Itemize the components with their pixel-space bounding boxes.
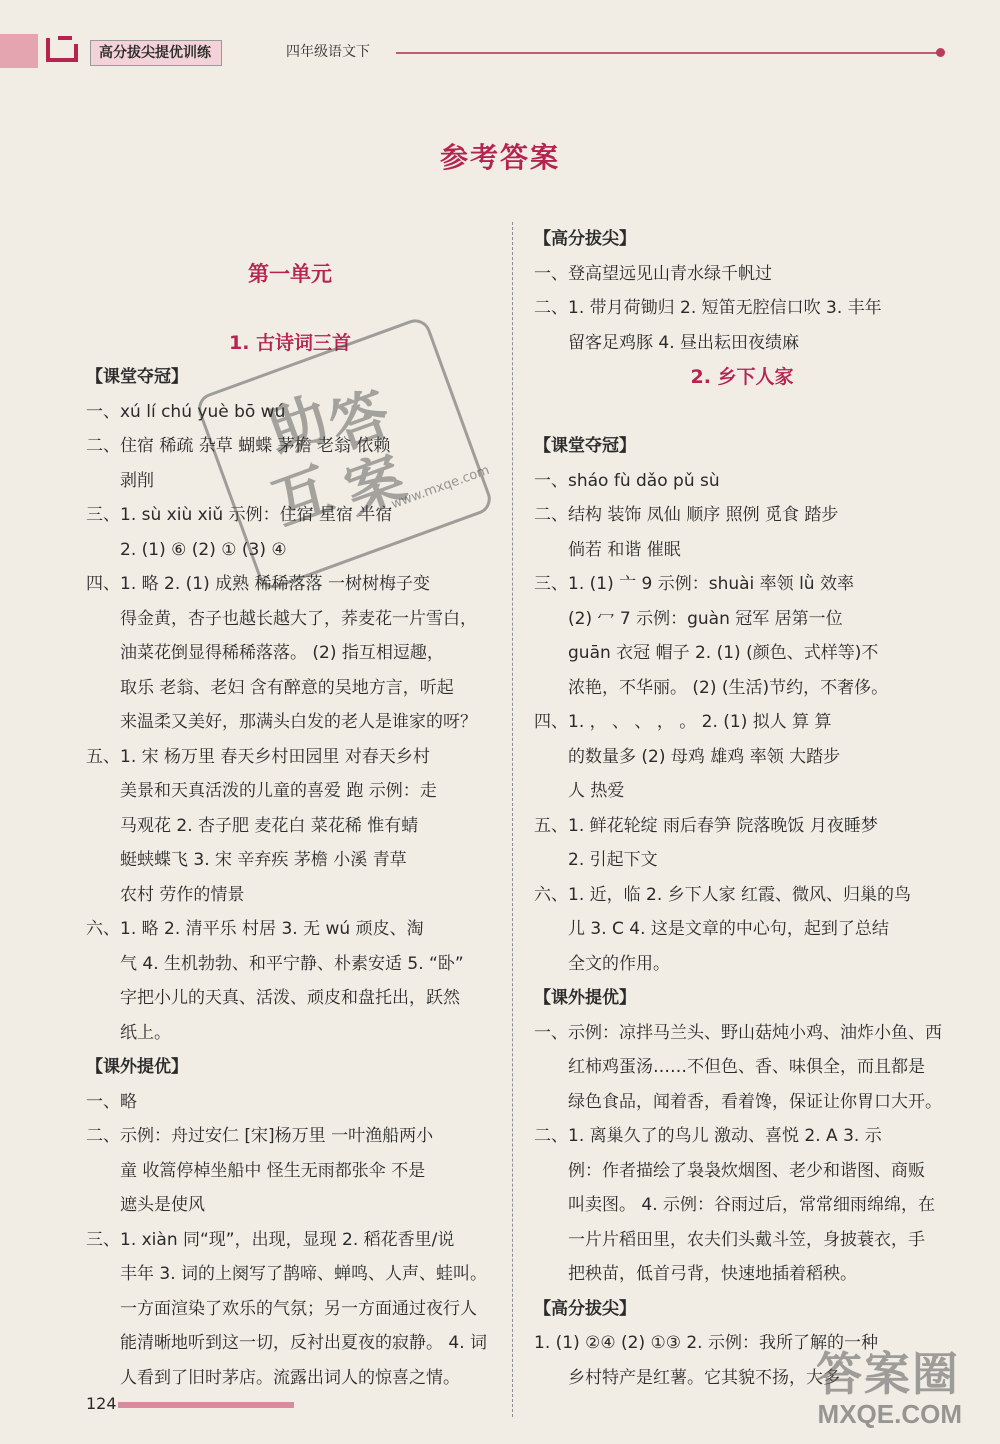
answer-line: 人 热爱 (568, 781, 625, 801)
answer-line: 例：作者描绘了袅袅炊烟图、老少和谐图、商贩 (568, 1160, 925, 1181)
watermark-title: 答案圈 (816, 1347, 960, 1401)
page-title: 参考答案 (439, 141, 560, 174)
section-tag: 【课外提优】 (534, 988, 636, 1008)
answer-line: 一、略 (86, 1091, 137, 1112)
answer-line: 能清晰地听到这一切，反衬出夏夜的寂静。 4. 词 (120, 1333, 488, 1353)
spacer (534, 395, 950, 430)
lesson-heading: 1. 古诗词三首 (228, 331, 352, 354)
answer-line: 马观花 2. 杏子肥 麦花白 菜花稀 惟有蜻 (120, 815, 419, 836)
answer-line: 字把小儿的天真、活泼、顽皮和盘托出，跃然 (120, 988, 460, 1008)
section-tag: 【高分拔尖】 (534, 229, 636, 249)
answer-line: 叫卖图。 4. 示例：谷雨过后，常常细雨绵绵，在 (568, 1195, 936, 1215)
answer-line: 一、sháo fù dǎo pǔ sù (534, 470, 720, 491)
answer-line: 浓艳，不华丽。 (2) (生活)节约，不奢侈。 (568, 677, 889, 698)
spacer (86, 222, 494, 257)
answer-line: 的数量多 (2) 母鸡 雄鸡 率领 大踏步 (568, 746, 841, 767)
answer-line: 一片片稻田里，农夫们头戴斗笠，身披蓑衣，手 (568, 1229, 925, 1250)
answer-line: 2. 引起下文 (568, 850, 658, 870)
header-color-block (0, 34, 38, 68)
section-tag: 【课外提优】 (86, 1057, 188, 1077)
answer-line: 红柿鸡蛋汤……不但色、香、味俱全，而且都是 (568, 1057, 925, 1077)
answer-line: 童 收篙停棹坐船中 怪生无雨都张伞 不是 (120, 1160, 426, 1181)
answer-line: 气 4. 生机勃勃、和平宁静、朴素安适 5. “卧” (120, 953, 464, 974)
watermark-url: MXQE.COM (817, 1399, 962, 1429)
answer-line: 一、示例：凉拌马兰头、野山菇炖小鸡、油炸小鱼、西 (534, 1022, 942, 1043)
answer-line: 一、登高望远见山青水绿千帆过 (534, 263, 772, 284)
stamp-char-3: 答 (321, 378, 399, 463)
stamp-char-2: 助 (259, 384, 338, 468)
footer-bar (118, 1402, 294, 1408)
answer-line: 人看到了旧时茅店。流露出词人的惊喜之情。 (120, 1367, 460, 1388)
answer-line: 儿 3. C 4. 这是文章的中心句，起到了总结 (568, 919, 889, 939)
answer-line: 乡村特产是红薯。它其貌不扬，大多 (568, 1367, 840, 1388)
answer-line: 五、1. 宋 杨万里 春天乡村田园里 对春天乡村 (86, 746, 430, 767)
answer-line: 六、1. 略 2. 清平乐 村居 3. 无 wú 顽皮、淘 (86, 919, 424, 939)
answer-line: 三、1. sù xiù xiǔ 示例：住宿 星宿 半宿 (86, 505, 393, 525)
stamp-char-4: 案 (336, 443, 414, 528)
answer-line: 油菜花倒显得稀稀落落。 (2) 指互相逗趣， (120, 643, 444, 663)
answer-line: 剥削 (120, 470, 154, 491)
answer-line: 绿色食品，闻着香，看着馋，保证让你胃口大开。 (568, 1091, 942, 1112)
left-column (86, 222, 494, 1395)
answer-line: 遮头是使风 (120, 1195, 205, 1215)
answer-line: 蜓蛱蝶飞 3. 宋 辛弃疾 茅檐 小溪 青草 (120, 850, 407, 870)
unit-heading: 第一单元 (248, 261, 332, 286)
answer-line: 六、1. 近，临 2. 乡下人家 红霞、微风、归巢的鸟 (534, 884, 912, 905)
answer-line: 二、住宿 稀疏 杂草 蝴蝶 茅檐 老翁 依赖 (86, 436, 391, 456)
answer-line: 四、1. ， 、 、 ， 。 2. (1) 拟人 算 算 (534, 712, 832, 732)
answer-line: 四、1. 略 2. (1) 成熟 稀稀落落 一树树梅子变 (86, 574, 430, 594)
answer-line: 丰年 3. 词的上阕写了鹊啼、蝉鸣、人声、蛙叫。 (120, 1264, 488, 1284)
answer-line: 留客足鸡豚 4. 昼出耘田夜绩麻 (568, 332, 800, 353)
answer-line: 倘若 和谐 催眠 (568, 539, 681, 560)
right-column (534, 222, 950, 1395)
column-divider (512, 222, 513, 1417)
answer-line: 农村 劳作的情景 (120, 884, 245, 905)
answer-line: 纸上。 (120, 1022, 171, 1043)
answer-line: 把秧苗，低首弓背，快速地插着稻秧。 (568, 1264, 857, 1284)
section-tag: 【课堂夺冠】 (86, 367, 188, 387)
section-tag: 【课堂夺冠】 (534, 436, 636, 456)
lesson-heading: 2. 乡下人家 (690, 366, 794, 388)
answer-line: 美景和天真活泼的儿童的喜爱 跑 示例：走 (120, 781, 437, 801)
grade-subject: 四年级语文下 (286, 44, 370, 60)
page-number: 124 (86, 1394, 117, 1413)
answer-line: 一方面渲染了欢乐的气氛；另一方面通过夜行人 (120, 1298, 477, 1319)
stamp-url: www.mxqe.com (389, 462, 492, 513)
series-title: 高分拔尖提优训练 (90, 40, 222, 66)
section-tag: 【高分拔尖】 (534, 1298, 636, 1319)
header-rule (396, 52, 940, 54)
answer-line: 2. (1) ⑥ (2) ① (3) ④ (120, 539, 287, 560)
answer-line: (2) 冖 7 示例：guàn 冠军 居第一位 (568, 608, 843, 629)
answer-line: 二、示例：舟过安仁 [宋]杨万里 一叶渔船两小 (86, 1126, 434, 1146)
answer-line: 二、1. 带月荷锄归 2. 短笛无腔信口吹 3. 丰年 (534, 298, 882, 318)
book-logo-icon (44, 34, 80, 64)
answer-line: 全文的作用。 (568, 953, 670, 974)
answer-line: 二、1. 离巢久了的鸟儿 激动、喜悦 2. A 3. 示 (534, 1126, 882, 1146)
answer-line: 取乐 老翁、老妇 含有醉意的吴地方言，听起 (120, 677, 454, 698)
answer-line: 一、xú lí chú yuè bō wú (86, 401, 286, 422)
answer-line: 三、1. (1) 亠 9 示例：shuài 率领 lǜ 效率 (534, 574, 854, 594)
running-header (0, 34, 1000, 68)
answer-line: 二、结构 装饰 凤仙 顺序 照例 觅食 踏步 (534, 505, 839, 525)
header-dot (936, 48, 945, 57)
answer-line: guān 衣冠 帽子 2. (1) (颜色、式样等)不 (568, 643, 879, 663)
answer-line: 1. (1) ②④ (2) ①③ 2. 示例：我所了解的一种 (534, 1333, 878, 1353)
answer-line: 得金黄，杏子也越长越大了，荞麦花一片雪白， (120, 608, 477, 629)
stamp-char-1: 互 (263, 454, 342, 539)
spacer (86, 291, 494, 326)
answer-line: 五、1. 鲜花轮绽 雨后春笋 院落晚饭 月夜睡梦 (534, 815, 878, 836)
answer-line: 来温柔又美好，那满头白发的老人是谁家的呀？ (120, 712, 477, 732)
answer-line: 三、1. xiàn 同“现”，出现，显现 2. 稻花香里/说 (86, 1229, 455, 1250)
